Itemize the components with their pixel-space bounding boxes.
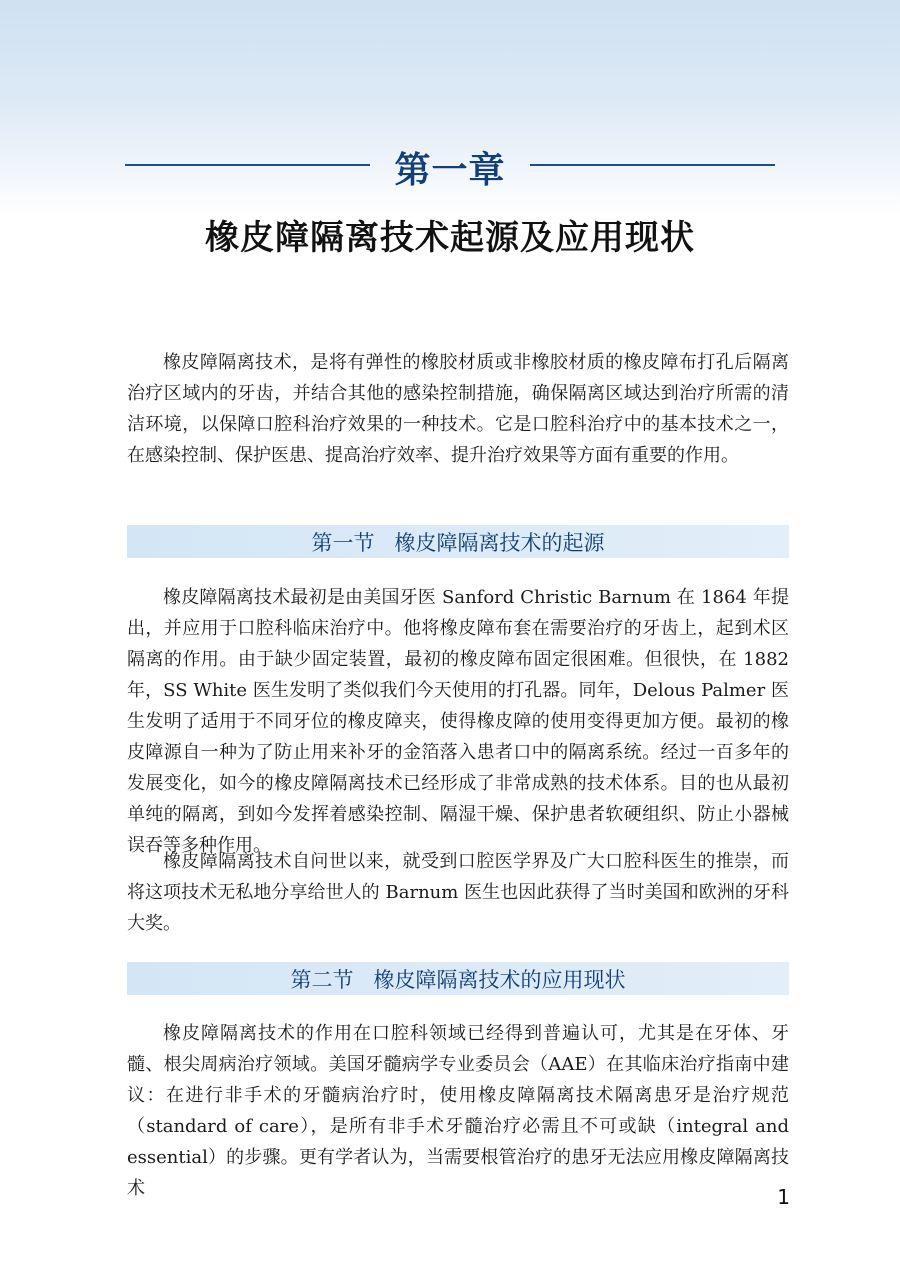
section-1-paragraph-1: 橡皮障隔离技术最初是由美国牙医 Sanford Christic Barnum 在 1864 年提出，并应用于口腔科临床治疗中。他将橡皮障布套在需要治疗的牙齿上，起到术区隔离的作用。由于缺少固定装置，最初的橡皮障布固定很困难。但很快，在 1882 年，SS White 医生发明了类似我们今天使用的打孔器。同年，Delous Palmer 医生发明了适用于不同牙位的橡皮障夹，使得橡皮障的使用变得更加方便。最初的橡皮障源自一种为了防止用来补牙的金箔落入患者口中的隔离系统。经过一百多年的发展变化，如今的橡皮障隔离技术已经形成了非常成熟的技术体系。目的也从最初单纯的隔离，到如今发挥着感染控制、隔湿干燥、保护患者软硬组织、防止小器械误吞等多种作用。 [127, 587, 789, 856]
chapter-title: 橡皮障隔离技术起源及应用现状 [205, 218, 695, 258]
chapter-rule-right [530, 164, 775, 166]
section-1-title: 第一节 橡皮障隔离技术的起源 [311, 531, 605, 555]
section-1-heading-bar [127, 525, 789, 558]
section-2-heading-bar [127, 962, 789, 995]
chapter-heading [0, 140, 900, 190]
page-number: 1 [777, 1185, 790, 1209]
section-2-paragraph-1: 橡皮障隔离技术的作用在口腔科领域已经得到普遍认可，尤其是在牙体、牙髓、根尖周病治疗领域。美国牙髓病学专业委员会（AAE）在其临床治疗指南中建议：在进行非手术的牙髓病治疗时，使用橡皮障隔离技术隔离患牙是治疗规范（standard of care），是所有非手术牙髓治疗必需且不可或缺（integral and essential）的步骤。更有学者认为，当需要根管治疗的患牙无法应用橡皮障隔离技术 [127, 1023, 789, 1199]
section-1-paragraph-2: 橡皮障隔离技术自问世以来，就受到口腔医学界及广大口腔科医生的推崇，而将这项技术无私地分享给世人的 Barnum 医生也因此获得了当时美国和欧洲的牙科大奖。 [127, 851, 789, 934]
intro-paragraph: 橡皮障隔离技术，是将有弹性的橡胶材质或非橡胶材质的橡皮障布打孔后隔离治疗区域内的牙齿，并结合其他的感染控制措施，确保隔离区域达到治疗所需的清洁环境，以保障口腔科治疗效果的一种技术。它是口腔科治疗中的基本技术之一，在感染控制、保护医患、提高治疗效率、提升治疗效果等方面有重要的作用。 [127, 352, 789, 466]
chapter-label: 第一章 [394, 150, 506, 191]
section-2-title: 第二节 橡皮障隔离技术的应用现状 [290, 968, 626, 992]
chapter-rule-left [125, 164, 370, 166]
